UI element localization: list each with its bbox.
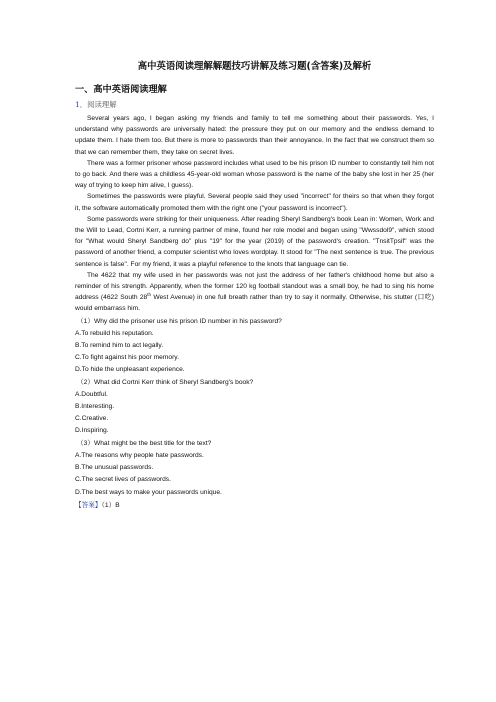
question-1-option-a: A.To rebuild his reputation.: [75, 329, 154, 337]
paragraph-5-text-a: The 4622 that my wife used in her passwords was not just the address of her father's childhood home but also a reminder of his strength. Apparently, when the former 120 kg football standout was a small boy, he had to sing his home address (4622 South 28: [75, 271, 434, 302]
question-3-option-d: D.The best ways to make your passwords unique.: [75, 488, 222, 496]
question-2-prompt: （2）What did Cortni Kerr think of Sheryl Sandberg's book?: [77, 378, 254, 386]
answer-label: 【答案】: [75, 501, 102, 509]
answer-text: （1）B: [101, 501, 120, 509]
section-heading: 一、高中英语阅读理解: [75, 84, 167, 95]
question-2-option-b: B.Interesting.: [75, 403, 115, 411]
question-2-option-d: D.Inspiring.: [75, 427, 109, 435]
question-3-prompt: （3）What might be the best title for the text?: [77, 439, 212, 447]
sub-heading-number: 1．: [75, 100, 88, 109]
passage-paragraph: There was a former prisoner whose password includes what used to be his prison ID number to constantly tell him not to go back. And there was a childless 45-year-old woman whose password is the name of the baby she lost in her 25 (her way of trying to keep him alive, I guess).: [75, 159, 434, 190]
passage-paragraph-5: [75, 270, 434, 315]
question-1-prompt: （1）Why did the prisoner use his prison ID number in his password?: [77, 317, 282, 325]
question-3-option-a: A.The reasons why people hate passwords.: [75, 451, 204, 459]
document-title: 高中英语阅读理解解题技巧讲解及练习题(含答案)及解析: [137, 61, 372, 72]
ordinal-superscript: th: [147, 292, 152, 298]
passage-paragraph: Some passwords were striking for their uniqueness. After reading Sheryl Sandberg's book Lean in: Women, Work and the Will to Lead, Cortni Kerr, a running partner of mine, found her role model and began using "Wwssdol9", which stood for "What would Sheryl Sandberg do" plus "19" for the year (2019) of the password's creation. "TnsitTpsif" was the password of another friend, a computer scientist who loves wordplay. It stood for "The next sentence is true. The previous sentence is false". For my friend, it was a playful reference to the knots that language can tie.: [75, 215, 434, 268]
question-1-option-d: D.To hide the unpleasant experience.: [75, 366, 185, 374]
question-3-option-c: C.The secret lives of passwords.: [75, 476, 171, 484]
paragraph-5-text-b: West Avenue) in one full breath rather than try to say it normally. Otherwise, his stutter (口吃) would embarrass him.: [75, 294, 435, 313]
sub-heading: [75, 99, 434, 110]
question-2-option-c: C.Creative.: [75, 415, 109, 423]
sub-heading-text: 阅读理解: [87, 100, 117, 109]
question-1-option-c: C.To fight against his poor memory.: [75, 354, 179, 362]
passage-paragraph: Several years ago, I began asking my friends and family to tell me something about their passwords. Yes, I understand why passwords are universally hated: the pressure they put on our memory and the endless demand to update them. I hate them too. But there is more to passwords than their annoyance. In the fact that we construct them so that we can remember them, they take on secret lives.: [75, 115, 434, 156]
question-2-option-a: A.Doubtful.: [75, 390, 108, 398]
question-3-option-b: B.The unusual passwords.: [75, 464, 154, 472]
question-1-option-b: B.To remind him to act legally.: [75, 342, 164, 350]
passage-paragraph: Sometimes the passwords were playful. Several people said they used "incorrect" for theirs so that when they forgot it, the software automatically promoted them with the right one ("your password is incorrect").: [75, 193, 434, 212]
answer-line: [75, 500, 434, 511]
